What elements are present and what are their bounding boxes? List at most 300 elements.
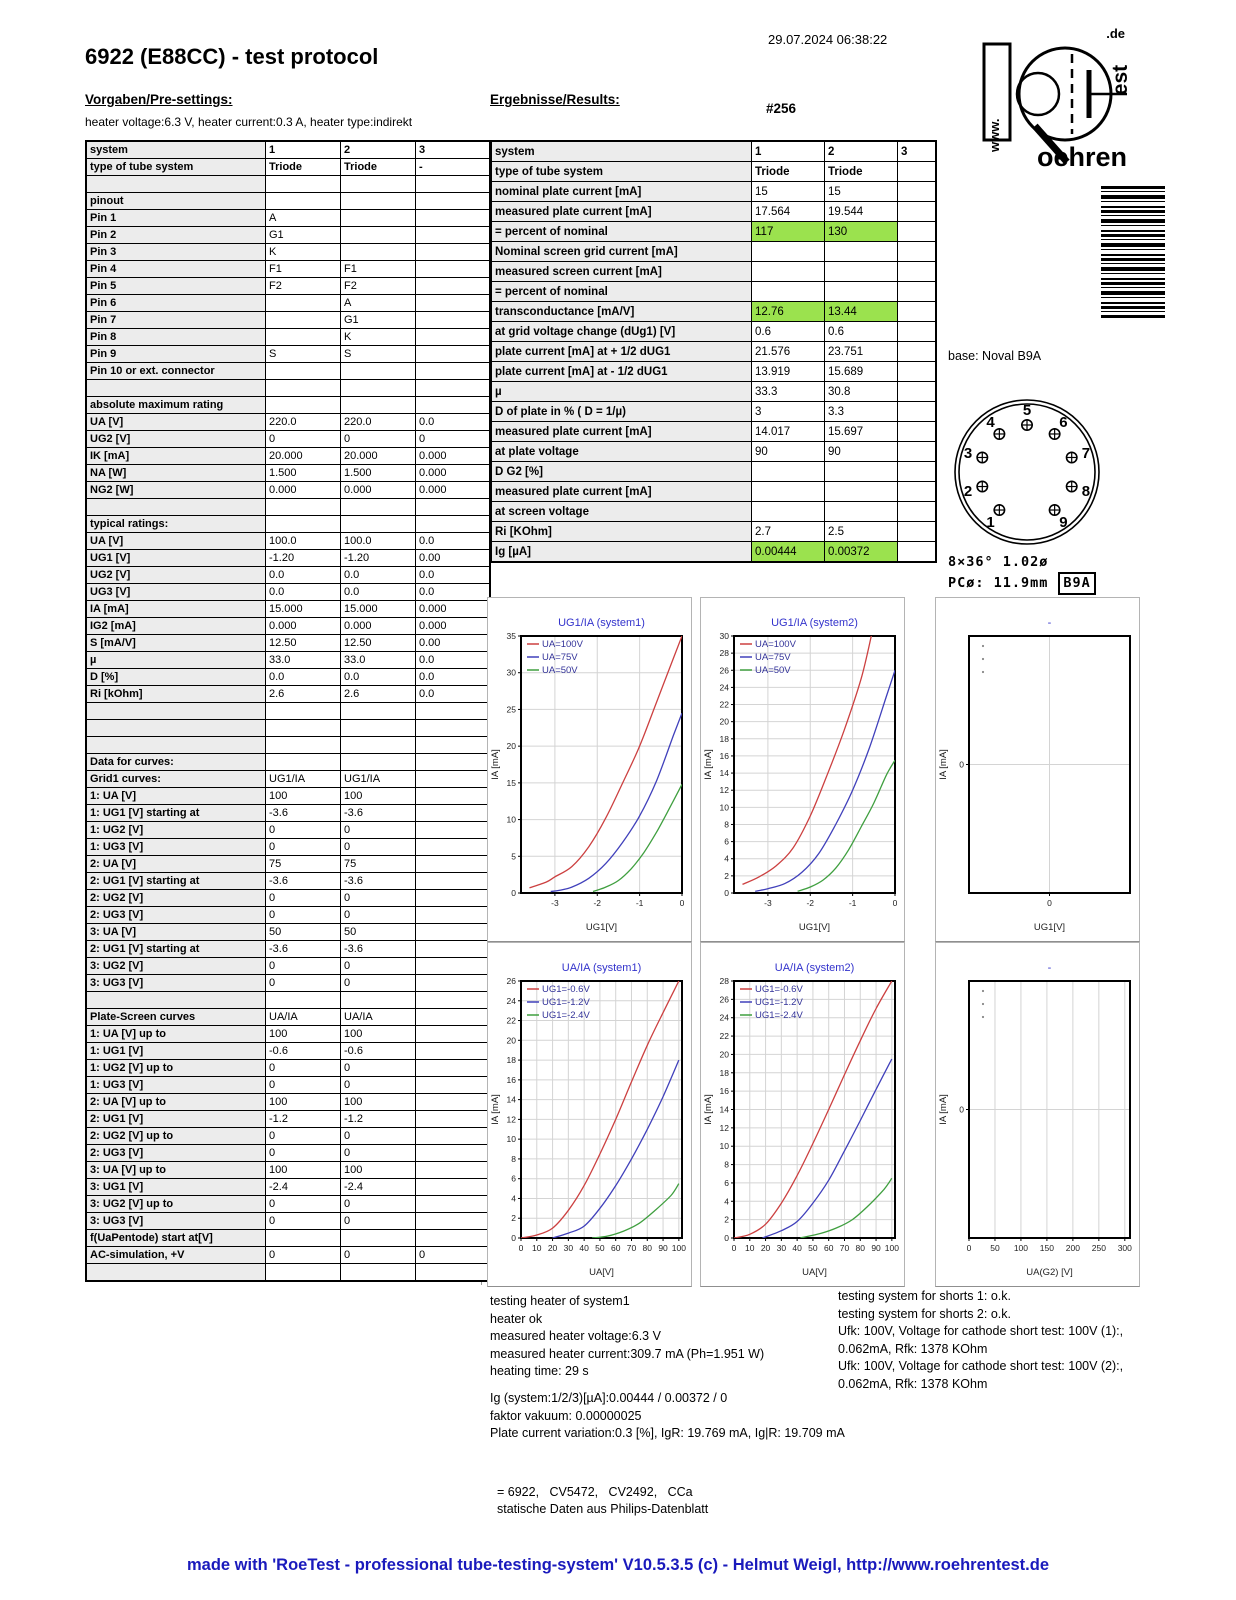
table-row	[491, 382, 936, 402]
table-row	[86, 159, 490, 176]
series-curve	[800, 1178, 892, 1238]
table-row	[86, 516, 490, 533]
x-tick-label: 70	[626, 1243, 637, 1253]
cell-value	[416, 210, 491, 227]
row-label: 1: UG1 [V] starting at	[86, 805, 266, 822]
cell-value	[898, 302, 937, 322]
y-axis-label: IA [mA]	[490, 749, 501, 780]
table-row	[86, 669, 490, 686]
y-tick-label: 12	[506, 1114, 516, 1125]
row-label: 1: UA [V]	[86, 788, 266, 805]
y-tick-label: 30	[506, 667, 516, 678]
cell-value	[416, 975, 491, 992]
y-tick-label: 24	[506, 995, 516, 1006]
cell-value	[416, 907, 491, 924]
cell-value	[416, 771, 491, 788]
cell-value: -	[416, 159, 491, 176]
cell-value: 21.576	[752, 342, 825, 362]
cell-value: 0	[341, 431, 416, 448]
base-pin-number: 9	[1059, 514, 1068, 532]
chart-title: -	[1047, 962, 1052, 974]
x-tick-label: 50	[808, 1243, 818, 1253]
cell-value: 30.8	[825, 382, 898, 402]
cell-value	[898, 382, 937, 402]
series-curve	[798, 760, 895, 891]
table-row	[86, 856, 490, 873]
cell-value: 0	[341, 1077, 416, 1094]
legend-placeholder-dot	[982, 1003, 984, 1005]
cell-value: 100	[266, 1094, 341, 1111]
table-row	[86, 890, 490, 907]
note-line: testing system for shorts 1: o.k.	[838, 1289, 1011, 1303]
logo-cathode-circle	[1017, 73, 1059, 115]
table-row	[86, 380, 490, 397]
cell-value: -3.6	[266, 805, 341, 822]
chart-title: -	[1047, 617, 1052, 629]
legend-label: UG1=-0.6V	[755, 984, 803, 995]
cell-value	[898, 242, 937, 262]
cell-value	[416, 805, 491, 822]
y-tick-label: 20	[719, 1049, 729, 1060]
cell-value: S	[266, 346, 341, 363]
x-tick-label: 0	[892, 898, 898, 908]
y-tick-label: 4	[724, 853, 729, 864]
base-pin-6	[1049, 429, 1059, 439]
cell-value	[416, 312, 491, 329]
cell-value: -1.20	[341, 550, 416, 567]
y-tick-label: 26	[506, 976, 516, 986]
cell-value: 117	[752, 222, 825, 242]
cell-value: 14.017	[752, 422, 825, 442]
x-tick-label: 50	[990, 1243, 1000, 1253]
note-line: 0.062mA, Rfk: 1378 KOhm	[838, 1341, 988, 1356]
table-row	[86, 1247, 490, 1264]
y-tick-label: 18	[506, 1055, 516, 1066]
table-row	[86, 771, 490, 788]
cell-value	[416, 278, 491, 295]
table-row	[491, 402, 936, 422]
x-tick-label: -2	[593, 898, 602, 908]
base-pin-4	[994, 429, 1004, 439]
base-pin-number: 1	[986, 514, 995, 532]
cell-value	[341, 703, 416, 720]
cell-value	[266, 1230, 341, 1247]
cell-value	[416, 1077, 491, 1094]
table-row	[86, 652, 490, 669]
cell-value: 100	[341, 1162, 416, 1179]
x-tick-label: -1	[635, 898, 644, 908]
table-row	[491, 242, 936, 262]
cell-value: 0	[266, 1128, 341, 1145]
row-label: µ	[86, 652, 266, 669]
row-label: UG2 [V]	[86, 567, 266, 584]
row-label: 2: UG2 [V] up to	[86, 1128, 266, 1145]
cell-value	[416, 720, 491, 737]
cell-value: 15.000	[341, 601, 416, 618]
x-axis-label: UA(G2) [V]	[1026, 1267, 1073, 1278]
cell-value: 100.0	[266, 533, 341, 550]
x-tick-label: 20	[760, 1243, 771, 1253]
chart-title: UA/IA (system2)	[774, 962, 855, 974]
cell-value	[898, 262, 937, 282]
y-tick-label: 4	[511, 1193, 516, 1204]
cell-value: 0	[266, 890, 341, 907]
base-pin-number: 8	[1081, 483, 1091, 501]
cell-value	[341, 193, 416, 210]
table-row	[86, 482, 490, 499]
cell-value	[416, 1043, 491, 1060]
cell-value: 0	[341, 958, 416, 975]
cell-value: 0	[341, 822, 416, 839]
cell-value: 0	[266, 1145, 341, 1162]
chart-	[935, 942, 1140, 1287]
row-label: Pin 7	[86, 312, 266, 329]
cell-value: 0	[266, 431, 341, 448]
cell-value	[266, 720, 341, 737]
base-spec	[948, 553, 1096, 595]
cell-value: 0	[266, 1196, 341, 1213]
table-row	[86, 788, 490, 805]
y-tick-label: 20	[506, 741, 516, 752]
cell-value: 0.00	[416, 635, 491, 652]
cell-value	[416, 839, 491, 856]
tube-base-diagram	[945, 390, 1115, 550]
y-tick-label: 2	[724, 870, 729, 881]
row-label	[86, 703, 266, 720]
column-header-2: 2	[341, 141, 416, 159]
table-row	[86, 431, 490, 448]
note-line: Plate current variation:0.3 [%], IgR: 19.769 mA, Ig|R: 19.709 mA	[490, 1426, 845, 1440]
x-tick-label: 60	[610, 1243, 621, 1253]
y-tick-label: 16	[719, 750, 729, 761]
cell-value	[266, 992, 341, 1009]
y-tick-label: 25	[506, 704, 516, 715]
cell-value	[266, 397, 341, 414]
y-axis-label: IA [mA]	[490, 1094, 501, 1125]
x-tick-label: 200	[1065, 1243, 1080, 1253]
table-row	[86, 907, 490, 924]
row-label: Pin 10 or ext. connector	[86, 363, 266, 380]
table-row	[491, 322, 936, 342]
cell-value	[416, 822, 491, 839]
y-tick-label: 24	[719, 682, 729, 693]
row-label: measured plate current [mA]	[491, 202, 752, 222]
legend-label: UA=50V	[755, 665, 791, 676]
table-row	[491, 162, 936, 182]
cell-value	[752, 262, 825, 282]
legend-label: UA=75V	[542, 652, 578, 663]
table-row	[86, 1009, 490, 1026]
row-label: Pin 3	[86, 244, 266, 261]
table-row	[86, 635, 490, 652]
x-axis-label: UG1[V]	[798, 922, 831, 933]
cell-value	[752, 462, 825, 482]
table-row	[86, 601, 490, 618]
chart-svg	[936, 598, 1137, 939]
y-tick-label: 16	[506, 1074, 516, 1085]
cell-value	[825, 262, 898, 282]
chart-ug1-ia-system2	[700, 597, 905, 942]
y-axis-label: IA [mA]	[938, 749, 949, 780]
chart-svg	[488, 598, 689, 939]
presettings-table	[85, 140, 491, 1282]
x-tick-label: 50	[595, 1243, 605, 1253]
cell-value	[416, 1094, 491, 1111]
page-title: 6922 (E88CC) - test protocol	[85, 44, 379, 69]
cell-value: 0.00	[416, 550, 491, 567]
cell-value: 0.0	[416, 669, 491, 686]
cell-value	[416, 380, 491, 397]
table-row	[86, 550, 490, 567]
cell-value: G1	[266, 227, 341, 244]
row-label: Plate-Screen curves	[86, 1009, 266, 1026]
y-tick-label: 20	[506, 1035, 516, 1046]
table-row	[491, 302, 936, 322]
table-row	[86, 295, 490, 312]
y-tick-label: 10	[506, 1134, 516, 1145]
cell-value: 2.5	[825, 522, 898, 542]
row-label: 1: UG2 [V] up to	[86, 1060, 266, 1077]
cell-value	[266, 1264, 341, 1282]
y-tick-label: 6	[724, 836, 729, 847]
table-row	[86, 941, 490, 958]
cell-value: 0	[341, 1060, 416, 1077]
cell-value: 0	[416, 431, 491, 448]
cell-value: 0	[341, 1196, 416, 1213]
logo-de-text: .de	[1106, 26, 1125, 41]
cell-value: 0	[266, 822, 341, 839]
y-tick-label: 26	[719, 665, 729, 676]
cell-value: 13.919	[752, 362, 825, 382]
table-row	[86, 584, 490, 601]
x-tick-label: -3	[764, 898, 772, 908]
base-diagram-svg	[945, 390, 1115, 550]
base-label: base: Noval B9A	[948, 349, 1042, 363]
legend-label: UG1=-1.2V	[542, 997, 590, 1008]
y-tick-label: 14	[719, 1104, 729, 1115]
cell-value	[341, 499, 416, 516]
base-pin-number: 2	[963, 483, 973, 501]
cell-value: F1	[341, 261, 416, 278]
table-row	[86, 397, 490, 414]
cell-value: 15	[825, 182, 898, 202]
base-pin-number: 3	[963, 444, 973, 462]
cell-value	[266, 295, 341, 312]
cell-value: -2.4	[341, 1179, 416, 1196]
y-axis-label: IA [mA]	[703, 749, 714, 780]
note-line: testing heater of system1	[490, 1294, 630, 1308]
row-label	[86, 1264, 266, 1282]
cell-value	[341, 754, 416, 771]
table-row	[86, 176, 490, 193]
note-line: measured heater current:309.7 mA (Ph=1.951 W)	[490, 1346, 765, 1361]
row-label: IK [mA]	[86, 448, 266, 465]
table-row	[86, 346, 490, 363]
column-header-3: 3	[416, 141, 491, 159]
row-label: = percent of nominal	[491, 282, 752, 302]
table-row	[491, 422, 936, 442]
cell-value: 0	[341, 975, 416, 992]
base-pin-7	[1066, 452, 1076, 462]
row-label: at grid voltage change (dUg1) [V]	[491, 322, 752, 342]
report-datetime: 29.07.2024 06:38:22	[768, 32, 888, 47]
cell-value: S	[341, 346, 416, 363]
cell-value: 17.564	[752, 202, 825, 222]
table-row	[86, 1128, 490, 1145]
cell-value: 130	[825, 222, 898, 242]
row-label: Pin 4	[86, 261, 266, 278]
cell-value: 0	[266, 975, 341, 992]
cell-value: 20.000	[341, 448, 416, 465]
y-tick-label: 0	[724, 1233, 729, 1243]
y-tick-label: 22	[506, 1015, 516, 1026]
column-header-3: 3	[898, 141, 937, 162]
cell-value: -0.6	[266, 1043, 341, 1060]
cell-value	[341, 363, 416, 380]
cell-value: 0	[341, 839, 416, 856]
logo-est-text: est	[1109, 64, 1132, 96]
y-tick-label: 28	[719, 976, 729, 986]
y-tick-label: 18	[719, 733, 729, 744]
y-tick-label: 14	[719, 768, 729, 779]
cell-value	[898, 442, 937, 462]
cell-value: 15	[752, 182, 825, 202]
base-pin-number: 5	[1022, 402, 1032, 419]
row-label: 2: UA [V]	[86, 856, 266, 873]
row-label	[86, 992, 266, 1009]
table-row	[86, 822, 490, 839]
cell-value	[266, 329, 341, 346]
cell-value: 12.50	[266, 635, 341, 652]
cell-value	[416, 1179, 491, 1196]
cell-value	[266, 703, 341, 720]
table-row	[86, 227, 490, 244]
table-row	[86, 720, 490, 737]
cell-value: -2.4	[266, 1179, 341, 1196]
chart-	[935, 597, 1140, 942]
row-label: 3: UG3 [V]	[86, 975, 266, 992]
note-line: testing system for shorts 2: o.k.	[838, 1306, 1011, 1321]
row-label: measured screen current [mA]	[491, 262, 752, 282]
x-tick-label: 20	[547, 1243, 558, 1253]
table-row	[86, 210, 490, 227]
table-row	[491, 362, 936, 382]
cell-value: 33.0	[266, 652, 341, 669]
y-tick-label: 30	[719, 631, 729, 641]
note-line: statische Daten aus Philips-Datenblatt	[497, 1502, 709, 1516]
cell-value	[416, 788, 491, 805]
cell-value	[898, 322, 937, 342]
row-label	[86, 499, 266, 516]
cell-value	[416, 1213, 491, 1230]
y-tick-label: 0	[511, 1233, 516, 1243]
row-label: 1: UG1 [V]	[86, 1043, 266, 1060]
y-tick-label: 5	[511, 851, 516, 862]
cell-value	[416, 516, 491, 533]
note-line: 0.062mA, Rfk: 1378 KOhm	[838, 1376, 988, 1391]
cell-value: 0.000	[341, 618, 416, 635]
row-label: 2: UG3 [V]	[86, 1145, 266, 1162]
cell-value: UG1/IA	[341, 771, 416, 788]
chart-title: UG1/IA (system2)	[771, 617, 858, 629]
heater-settings-line: heater voltage:6.3 V, heater current:0.3 A, heater type:indirekt	[85, 115, 413, 129]
cell-value: 20.000	[266, 448, 341, 465]
base-pin-3	[977, 452, 987, 462]
table-header-row	[86, 141, 490, 159]
cell-value: F2	[266, 278, 341, 295]
cell-value	[825, 282, 898, 302]
row-label: S [mA/V]	[86, 635, 266, 652]
row-label: 2: UG1 [V] starting at	[86, 873, 266, 890]
cell-value: 0	[341, 1247, 416, 1264]
cell-value	[341, 516, 416, 533]
cell-value: 0	[266, 1213, 341, 1230]
cell-value: A	[341, 295, 416, 312]
x-tick-label: 250	[1091, 1243, 1106, 1253]
x-tick-label: 80	[855, 1243, 866, 1253]
row-label: = percent of nominal	[491, 222, 752, 242]
cell-value	[898, 182, 937, 202]
cell-value: -3.6	[341, 805, 416, 822]
cell-value	[416, 397, 491, 414]
row-label: absolute maximum rating	[86, 397, 266, 414]
cell-value: 0.0	[341, 669, 416, 686]
table-row	[86, 1060, 490, 1077]
row-label: Data for curves:	[86, 754, 266, 771]
row-label: 3: UG2 [V] up to	[86, 1196, 266, 1213]
row-label: transconductance [mA/V]	[491, 302, 752, 322]
table-row	[491, 282, 936, 302]
cell-value: -1.2	[266, 1111, 341, 1128]
table-row	[86, 244, 490, 261]
column-header-1: 1	[752, 141, 825, 162]
footer-credit: made with 'RoeTest - professional tube-testing-system' V10.5.3.5 (c) - Helmut Weigl, http://www.roehrentest.de	[186, 1556, 1050, 1574]
cell-value	[341, 1264, 416, 1282]
table-row	[86, 618, 490, 635]
cell-value: 90	[825, 442, 898, 462]
table-row	[86, 533, 490, 550]
cell-value	[341, 737, 416, 754]
cell-value	[825, 502, 898, 522]
cell-value	[266, 516, 341, 533]
row-label: D [%]	[86, 669, 266, 686]
heater-test-notes	[490, 1293, 764, 1381]
legend-label: UG1=-2.4V	[542, 1010, 590, 1021]
chart-ug1-ia-system1	[487, 597, 692, 942]
cell-value	[416, 346, 491, 363]
chart-svg	[701, 943, 902, 1284]
table-row	[86, 278, 490, 295]
cell-value: 2.7	[752, 522, 825, 542]
table-row	[86, 839, 490, 856]
y-tick-label: 12	[719, 1122, 729, 1133]
table-row	[491, 342, 936, 362]
row-label: plate current [mA] at + 1/2 dUG1	[491, 342, 752, 362]
cell-value: UA/IA	[266, 1009, 341, 1026]
y-tick-label: 0	[724, 888, 729, 898]
table-row	[86, 567, 490, 584]
table-row	[86, 1145, 490, 1162]
cell-value: G1	[341, 312, 416, 329]
chart-ua-ia-system1	[487, 942, 692, 1287]
note-line: Ufk: 100V, Voltage for cathode short test: 100V (1):,	[838, 1324, 1124, 1338]
row-label: Grid1 curves:	[86, 771, 266, 788]
row-label: 1: UG3 [V]	[86, 1077, 266, 1094]
x-tick-label: 0	[679, 898, 685, 908]
cell-value: F1	[266, 261, 341, 278]
table-row	[86, 1213, 490, 1230]
column-header-system: system	[86, 141, 266, 159]
